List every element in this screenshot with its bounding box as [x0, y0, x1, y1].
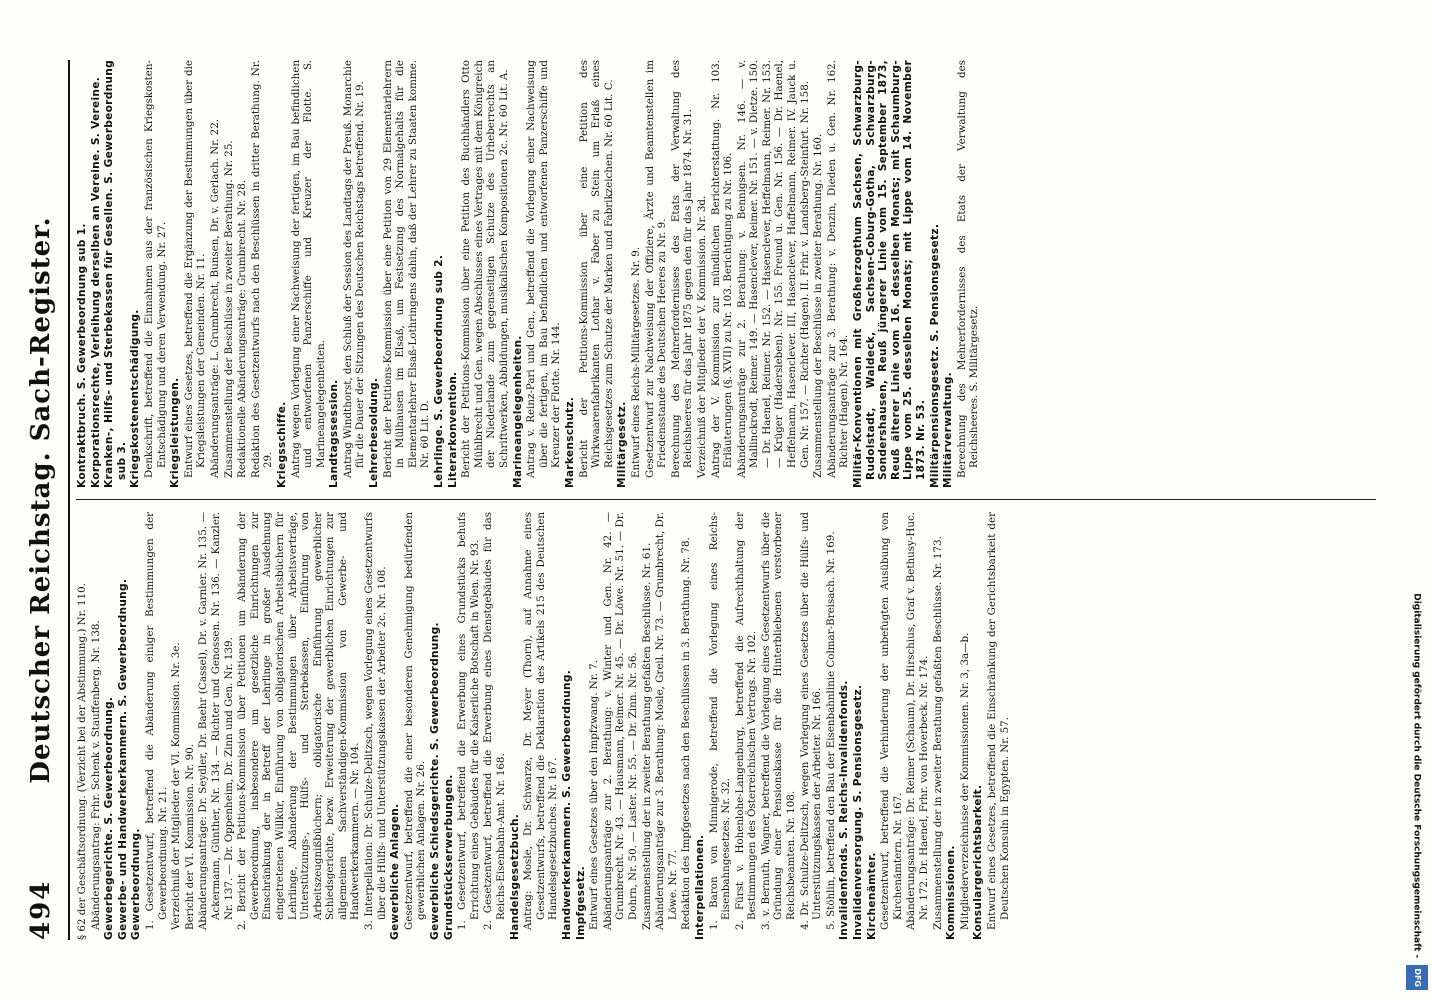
register-heading: Gewerbliche Anlagen. [389, 803, 402, 940]
register-heading: Lehrlinge. S. Gewerbeordnung sub 2. [433, 254, 446, 488]
register-entry: Zusammenstellung der Beschlüsse in zweiter Berathung. Nr. 160. [812, 133, 825, 478]
register-entry: Antrag wegen Vorlegung einer Nachweisung der fertigen, im Bau befindlichen und entworfenen Panzerschiffe und Kreuzer der Flotte. S. Marineangelegenheiten. [289, 60, 327, 478]
register-entry: Redaktion des Impfgesetzes nach den Beschlüssen in 3. Berathung. Nr. 78. [680, 537, 693, 930]
register-entry: Entwurf eines Gesetzes, betreffend die Ergänzung der Bestimmungen über die Kriegsleistungen der Gemeinden. Nr. 11. [182, 60, 208, 478]
register-entry: Gesetzentwurf zur Nachweisung der Offiziere, Ärzte und Beamtenstellen im Friedensstande des Deutschen Heeres zu Nr. 9. [643, 60, 669, 478]
register-heading: Gewerbeordnung. [130, 828, 143, 940]
register-entry: Gesetzentwurf, betreffend die einer besonderen Genehmigung bedürfenden gewerblichen Anlagen. Nr. 26. [402, 512, 428, 930]
register-entry: 1. Gesetzentwurf, betreffend die Abänderung einiger Bestimmungen der Gewerbeordnung. Nr. 21. [143, 512, 169, 930]
register-heading: Konsulargerichtsbarkeit. [972, 784, 985, 940]
register-heading: Kommissionen. [945, 845, 958, 940]
register-entry: Entwurf eines Gesetzes über den Impfzwang. Nr. 7. [588, 660, 601, 930]
register-entry: Abänderungsanträge: Dr. Seydler, Dr. Baehr (Cassel), Dr. v. Garnier. Nr. 135. — Ackermann, Günther, Nr. 134. — Richter und Genossen. Nr. 136. — Kanzler. Nr. 137. — Dr. Oppenheim, Dr. Zinn und Gen. Nr. 139. [197, 512, 235, 930]
register-heading: Kriegsschiffe. [275, 401, 288, 488]
column-divider [76, 499, 1376, 500]
register-entry: Antrag Windthorst, den Schluß der Session des Landtags der Preuß. Monarchie für die Dauer der Sitzungen des Deutschen Reichstags betreffend. Nr. 19. [341, 60, 367, 478]
register-entry: Zusammenstellung der in zweiter Berathung gefaßten Beschlüsse. Nr. 61. [640, 542, 653, 930]
register-entry: Redaktion des Gesetzentwurfs nach den Beschlüssen in dritter Berathung. Nr. 29. [249, 60, 275, 478]
funding-note-text: Digitalisierung gefördert durch die Deutsche Forschungsgemeinschaft - [1411, 593, 1422, 959]
register-heading: Handwerkerkammern. S. Gewerbeordnung. [560, 669, 573, 940]
register-heading: Kriegskostenentschädigung. [129, 309, 142, 488]
register-heading: Gewerbegerichte. S. Gewerbeordnung. [103, 696, 116, 940]
right-column [76, 60, 1406, 488]
page-number: 494 [26, 879, 56, 940]
register-heading: Invalidenversorgung. S. Pensionsgesetz. [852, 684, 865, 940]
register-entry: Abänderungsanträge zur 3. Berathung: Mosle, Greil. Nr. 73. — Grumbrecht, Dr. Löwe. Nr. 77. [654, 512, 679, 930]
register-heading: Kranken-, Hilfs- und Sterbekassen für Gesellen. S. Gewerbeordnung sub 3. [103, 60, 128, 488]
register-entry: Mitgliederverzeichnisse der Kommissionen. Nr. 3, 3a—b. [958, 632, 971, 930]
header-rule [68, 60, 70, 940]
register-entry: Abänderungsanträge: L. Grumbrecht, Bunsen, Dr. v. Gerlach. Nr. 22. [208, 118, 221, 478]
register-entry: Abänderungsanträge zur 2. Berathung: v. Bennigsen. Nr. 146. — v. Mallinckrodt, Reimer. 149. — Hasenclever, Reimer. Nr. 151. — v. Dietze. 150. — Dr. Haenel, Reimer. Nr. 152. — Hasenclever, Heffelmann, Reimer. Nr. 153. — Krüger (Hadersleben). Nr. 155. Freund u. Gen. Nr. 156. — Dr. Haenel, Heffelmann, Hasenclever. III, Hasenclever, Haffelmann, Reimer. IV. Jauck u. Gen. Nr. 157. — Richter (Hagen). II. Frhr. v. Landsberg-Steinfurt. Nr. 158. [735, 60, 811, 478]
register-heading: Militärverwaltung. [942, 372, 955, 488]
left-column [76, 512, 1011, 940]
register-heading: Handelsgesetzbuch. [508, 813, 521, 940]
register-entry: Bericht der Petitions-Kommission über eine Petition des Buchhändlers Otto Mühlbrecht und Gen. wegen Abschlusses eines Vertrages mit dem Königreich der Niederlande zum gegenseitigen Schutze des Urheberrechts an Schriftwerken, Abbildungen, musikalischen Kompositionen 2c. Nr. 60 Lit. A. [460, 60, 510, 478]
register-entry: Bericht der Petitions-Kommission über eine Petition des Wirkwaarenfabrikanten Lothar v. Faber zu Stein um Erlaß eines Reichsgesetzes zum Schutze der Marken und Fabrikzeichen. Nr. 60 Lit. C. [577, 60, 615, 478]
register-entry: Gesetzentwurf, betreffend die Verhinderung der unbefugten Ausübung von Kirchenämtern. Nr. 167. [879, 512, 904, 930]
funding-note-side [1408, 10, 1428, 990]
dfg-logo-badge: DFG [1406, 965, 1428, 990]
register-heading: Literarkonvention. [446, 371, 459, 488]
register-heading: Invalidenfonds. S. Reichs-Invalidenfonds. [838, 680, 851, 940]
page-header [22, 60, 62, 940]
register-entry: Abänderungsantrag: Frhr. Schenk v. Stauffenberg. Nr. 138. [89, 620, 102, 930]
register-heading: Grundstückserwerbungen. [442, 774, 455, 940]
register-heading: Kontraktbruch. S. Gewerbeordnung sub 1. [76, 223, 88, 488]
register-heading: Korporationsrechte, Verleihung derselben an Vereine. S. Vereine. [89, 76, 102, 488]
register-entry: Bericht der VI. Kommission. Nr. 90. [183, 743, 196, 930]
register-heading: Kriegsleistungen. [169, 377, 182, 488]
register-entry: Berechnung des Mehrerfordernisses des Etats der Verwaltung des Reichsheeres. S. Militärgesetz. [955, 60, 981, 478]
register-entry: Zusammenstellung der Beschlüsse in zweiter Berathung. Nr. 25. [222, 140, 235, 478]
register-heading: Militärgesetz. [616, 401, 629, 488]
register-entry: Antrag der V. Kommission zur mündlichen Berichterstattung. Nr. 103. Erläuterungen (§. XVII) zu Nr. 103. Berichtigung zu Nr. 106. [709, 60, 735, 478]
register-entry: 4. Dr. Schulze-Delitzsch, wegen Vorlegung eines Gesetzes über die Hülfs- und Unterstützungskassen der Arbeiter. Nr. 166. [798, 512, 824, 930]
page-content [22, 60, 1402, 940]
register-heading: Impfgesetz. [574, 866, 587, 940]
register-entry: Antrag: Mosle, Dr. Schwarze, Dr. Meyer (Thorn), auf Annahme eines Gesetzentwurfs, betreffend die Deklaration des Artikels 215 des Deutschen Handelsgesetzbuches. Nr. 167. [522, 512, 560, 930]
register-entry: 2. Fürst v. Hohenlohe-Langenburg, betreffend die Aufrechthaltung der Bestimmungen des Österreichischen Vertrags. Nr. 102. [733, 512, 759, 930]
register-entry: Entwurf eines Reichs-Militärgesetzes. Nr. 9. [629, 246, 642, 478]
register-entry: 2. Gesetzentwurf, betreffend die Erwerbung eines Dienstgebäudes für das Reichs-Eisenbahn-Amt. Nr. 168. [482, 512, 507, 930]
register-heading: Militärpensionsgesetz. S. Pensionsgesetz. [928, 223, 941, 488]
register-entry: Antrag v. Reinz-Pari und Gen., betreffend die Vorlegung einer Nachweisung über die fertigen, im Bau befindlichen und entworfenen Panzerschiffe und Kreuzer der Flotte. Nr. 144. [525, 60, 563, 478]
register-entry: Redaktionelle Abänderungsanträge: Grumbrecht. Nr. 28. [236, 179, 249, 478]
register-heading: Militär-Konventionen mit Großherzogthum Sachsen, Schwarzburg-Rudolstadt, Waldeck, Sachsen-Coburg-Gotha, Schwarzburg-Sondershausen, Reuß jüngerer Linie vom 15. September 1873, Reuß älterer Linie vom 16. desselben Monats; mit Schaumburg-Lippe vom 25. desselben Monats; mit Lippe vom 14. November 1873. Nr. 53. [852, 60, 927, 488]
register-heading: Gewerbe- und Handwerkerkammern. S. Gewerbeordnung. [116, 578, 129, 940]
register-entry: Bericht der Petitions-Kommission über eine Petition von 29 Elementarlehrern in Mülhausen im Elsaß, um Festsetzung des Normalgehalts für die Elementarlehrer Elsaß-Lothringens dahin, daß der Lehrer zu Staaten komme. Nr. 60 Lit. D. [381, 60, 432, 478]
register-entry: Denkschrift, betreffend die Einnahmen aus der französischen Kriegskosten-Entschädigung und deren Verwendung. Nr. 27. [142, 60, 168, 478]
register-entry: 2. Bericht der Petitions-Kommission über Petitionen um Abänderung der Gewerbeordnung, insbesondere um gesetzliche Einrichtungen zur Einschränkung der in Betreff der Lehrlinge in großer Ausdehnung eingetretenen Willkür, Einführung von obligatorischen Arbeitsbüchern für Lehrlinge, Abänderung der Bestimmungen über Arbeitsverträge, Unterstützungs-, Hülfs- und Sterbekassen, Einführung von Arbeitszeugnißbüchern; obligatorische Einführung gewerblicher Schiedsgerichte, bezw. Erweiterung der gewerblichen Einrichtungen zur allgemeinen Sachverständigen-Kommission von Gewerbe- und Handwerkerkammern. — Nr. 104. [236, 512, 362, 930]
register-entry: Abänderungsanträge: Dr. Reimer (Schaum), Dr. Hirschius, Graf v. Bethusy-Huc. Nr. 172. Dr. Haenel, Frhr. von Hoverbeck. Nr. 174. [905, 512, 930, 930]
register-heading: Interpellationen. [693, 834, 706, 940]
register-entry: Verzeichniß der Mitglieder der V. Kommission. Nr. 3d. [695, 195, 708, 478]
register-heading: Marineangelegenheiten. [511, 335, 524, 488]
register-entry: 3. v. Bernuth, Wagner, betreffend die Vorlegung eines Gesetzentwurfs über die Gründung einer Pensionskasse für die Hinterbliebenen verstorbener Reichsbeamten. Nr. 108. [759, 512, 798, 930]
register-entry: 1. Baron von Minnigerode, betreffend die Vorlegung eines Reichs-Eisenbahngesetzes. Nr. 32. [707, 512, 733, 930]
register-heading: Landtagssession. [328, 379, 341, 488]
register-heading: Lehrerbesoldung. [368, 377, 381, 488]
register-heading: Markenschutz. [563, 396, 576, 488]
register-entry: 1. Gesetzentwurf, betreffend die Erwerbung eines Grundstücks behufs Errichtung eines Gebäudes für die Kaiserliche Botschaft in Wien. Nr. 93. [456, 512, 481, 930]
page-title: Deutscher Reichstag. Sach-Register. [26, 216, 56, 784]
register-entry: 3. Interpellation: Dr. Schulze-Delitzsch, wegen Vorlegung eines Gesetzentwurfs über die Hülfs- und Unterstützungskassen der Arbeiter 2c. Nr. 108. [363, 512, 388, 930]
register-entry: Berechnung des Mehrerfordernisses des Etats der Verwaltung des Reichsheeres für das Jahr 1875 gegen den für das Jahr 1874. Nr. 31. [669, 60, 695, 478]
register-entry: Abänderungsanträge zur 2. Berathung: v. Winter und Gen. Nr. 42. — Grumbrecht. Nr. 43. — Hausmann, Reimer. Nr. 45. — Dr. Löwe. Nr. 51. — Dr. Dohrn, Nr. 50. — Laster. Nr. 55. — Dr. Zinn. Nr. 56. [601, 512, 639, 930]
register-entry: 5. Stöhlin, betreffend den Bau der Eisenbahnlinie Colmar-Breisach. Nr. 169. [824, 531, 837, 930]
register-entry: Verzeichniß der Mitglieder der VI. Kommission. Nr. 3e. [170, 642, 183, 930]
register-entry: Abänderungsanträge zur 3. Berathung: v. Denzin, Dieden u. Gen. Nr. 162. Richter (Hagen). Nr. 164. [825, 60, 851, 478]
register-entry: Zusammenstellung der in zweiter Berathung gefaßten Beschlüsse. Nr. 173. [931, 536, 944, 930]
register-heading: Gewerbliche Schiedsgerichte. S. Gewerbeordnung. [429, 622, 442, 940]
register-entry: Entwurf eines Gesetzes, betreffend die Einschränkung der Gerichtsbarkeit der Deutschen Konsuln in Egypten. Nr. 57. [985, 512, 1011, 930]
register-entry: § 62 der Geschäftsordnung. (Verzicht bei der Abstimmung.) Nr. 110. [76, 583, 88, 940]
register-heading: Kirchenämter. [865, 852, 878, 940]
